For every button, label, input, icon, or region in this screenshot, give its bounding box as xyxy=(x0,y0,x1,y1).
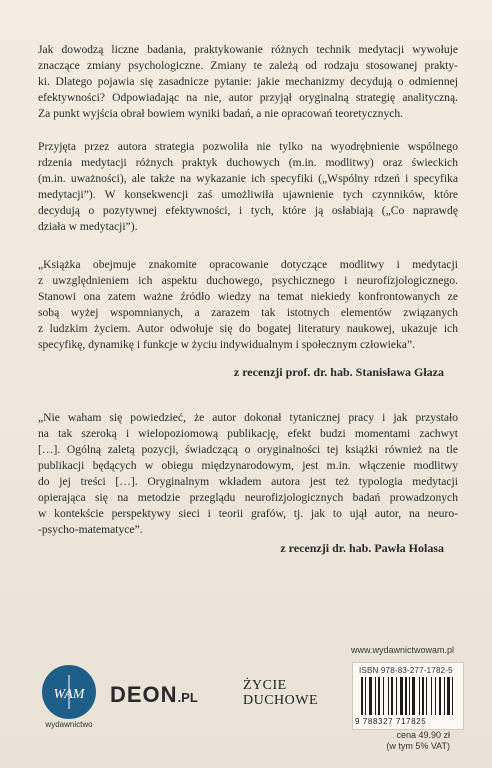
intro-line: Jak dowodzą liczne badania, praktykowanie różnych technik medytacji wywołuje xyxy=(38,43,458,56)
intro-line: ki. Dlatego pojawia się zasadnicze pytanie: jakie mechanizmy decydują o odmiennej xyxy=(38,75,458,88)
zycie-logo-line2: DUCHOWE xyxy=(243,693,319,708)
deon-logo xyxy=(110,682,198,708)
wam-logo-icon xyxy=(42,665,96,719)
publisher-website: www.wydawnictwowam.pl xyxy=(350,645,454,655)
review-glaz-line: „Książka obejmuje znakomite opracowanie dotyczące modlitwy i medytacji xyxy=(38,258,458,271)
deon-logo-suffix: .PL xyxy=(177,690,198,705)
review-holas-line: w kontekście perspektywy sieci i teorii grafów, tj. jak to ujął autor, na neuro- xyxy=(38,507,458,520)
vat-note: (w tym 5% VAT) xyxy=(386,741,450,751)
review-glaz-line: z uwzględnieniem ich aspektu duchowego, psychicznego i neurofizjologicznego. xyxy=(38,274,458,287)
review-quote-holas xyxy=(38,410,458,538)
review-glaz-line: z ludzkim życiem. Autor odwołuje się do bogatej literatury naukowej, ukazuje ich xyxy=(38,322,458,335)
price: cena 49.90 zł xyxy=(396,730,450,740)
wam-logo-letters: WAM xyxy=(53,687,85,702)
zycie-logo-line1: ŻYCIE xyxy=(243,678,287,693)
intro-paragraph xyxy=(38,42,458,122)
intro-line: Za punkt wyjścia obrał bowiem wyniki badań, a nie opracowań teoretycznych. xyxy=(38,107,404,120)
ean-digits: 9 788327 717825 xyxy=(355,717,427,726)
intro-line: efektywności? Odpowiadając na nie, autor przyjął oryginalną strategię analityczną. xyxy=(38,91,458,104)
review-signature-glaz: z recenzji prof. dr. hab. Stanisława Głaza xyxy=(233,365,444,379)
isbn-number: ISBN 978-83-277-1782-5 xyxy=(359,666,453,675)
isbn-barcode xyxy=(352,662,464,730)
strategy-line: decydują o pozytywnej efektywności, i tych, które ją osłabiają („Co naprawdę xyxy=(38,204,458,217)
review-glaz-line: specyfikę, dynamikę i funkcje w życiu indywidualnym i społecznym człowieka”. xyxy=(38,338,416,351)
deon-logo-text: DEON xyxy=(110,682,178,707)
strategy-line: (m.in. uważności), ale także na wykazanie ich specyfiki („Wspólny rdzeń i specyfika xyxy=(38,172,458,185)
review-holas-line: […]. Ogólną zaletą pozycji, świadczącą o oryginalności tej książki również na tle xyxy=(38,443,458,456)
review-holas-line: opierająca się na metodzie przeglądu neurofizjologicznych badań prowadzonych xyxy=(38,491,458,504)
strategy-line: Przyjęta przez autora strategia pozwoliła nie tylko na wyodrębnienie wspólnego xyxy=(38,140,458,153)
strategy-line: działa w medytacji”). xyxy=(38,220,138,233)
zycie-duchowe-logo xyxy=(243,678,318,708)
wam-logo xyxy=(42,665,96,719)
strategy-line: medytacji”). W konsekwencji zaś umożliwiła ujawnienie tych czynników, które xyxy=(38,188,458,201)
barcode-bars xyxy=(361,677,455,715)
strategy-line: rdzenia medytacji różnych praktyk duchowych (m.in. modlitwy) oraz świeckich xyxy=(38,156,458,169)
review-holas-line: na tak szeroką i wielopoziomową publikację, efekt budzi momentami zachwyt xyxy=(38,427,458,440)
intro-line: znaczące zmiany psychologiczne. Zmiany te zależą od rodzaju stosowanej prakty- xyxy=(38,59,458,72)
review-quote-glaz xyxy=(38,257,458,353)
review-glaz-line: sobą wyżej wspomnianych, a zarazem tak istotnych elementów związanych xyxy=(38,306,458,319)
publisher-caption: wydawnictwo xyxy=(45,720,93,729)
review-glaz-line: Stanowi ona zatem ważne źródło wiedzy na temat niekiedy konfrontowanych ze xyxy=(38,290,458,303)
price-info xyxy=(386,730,450,752)
review-holas-line: do jej treści […]. Oryginalnym wkładem autora jest też typologia medytacji xyxy=(38,475,458,488)
review-holas-line: „Nie waham się powiedzieć, że autor dokonał tytanicznej pracy i jak przystało xyxy=(38,411,458,424)
review-holas-line: -psycho-matematyce”. xyxy=(38,523,143,536)
strategy-paragraph xyxy=(38,139,458,235)
review-holas-line: publikacji będących w obiegu międzynarodowym, jest m.in. włączenie modlitwy xyxy=(38,459,458,472)
review-signature-holas: z recenzji dr. hab. Pawła Holasa xyxy=(280,541,444,555)
